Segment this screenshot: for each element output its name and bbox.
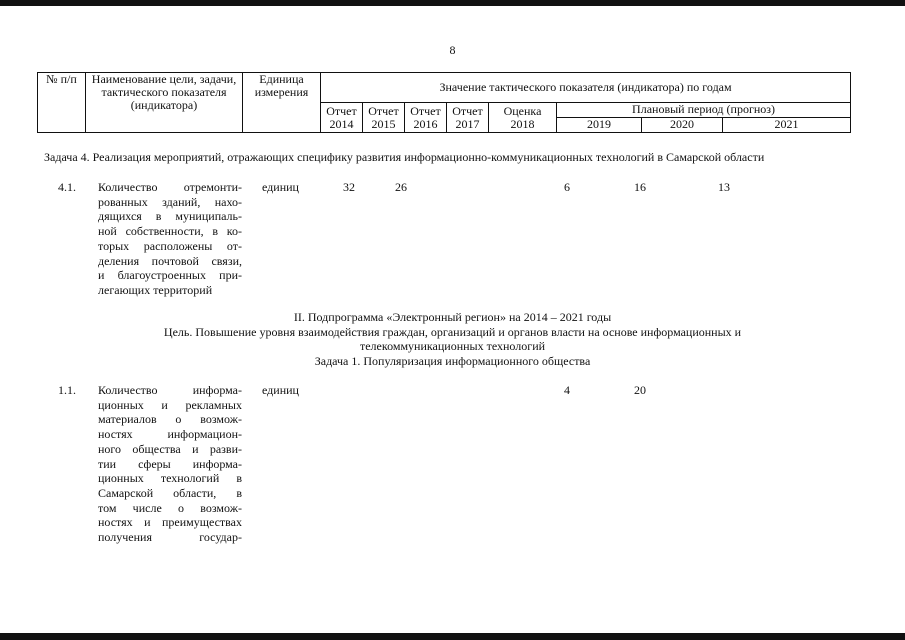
sub-2017: Отчет 2017: [447, 103, 489, 133]
row41-value-2014: 32: [343, 180, 355, 194]
page-number: 8: [449, 43, 456, 57]
task4-heading: Задача 4. Реализация мероприятий, отражающих специфику развития информационно-коммуникационных технологий в Самарской области: [44, 150, 765, 164]
row41-number: 4.1.: [58, 180, 76, 194]
header-table: [37, 72, 851, 133]
subprogram-task1: Задача 1. Популяризация информационного общества: [314, 354, 591, 368]
row11-value-2018: 4: [564, 383, 570, 397]
sub-2018: Оценка 2018: [489, 103, 557, 133]
col-values-header: Значение тактического показателя (индикатора) по годам: [321, 73, 851, 103]
row41-value-2020: 13: [718, 180, 730, 194]
row41-unit: единиц: [262, 180, 299, 194]
row41-description: Количество отремонти- рованных зданий, нахо- дящихся в муниципаль- ной собственности, в ко- торых расположены от- деления почтовой связи, и благоустроенных при- легающих территорий: [98, 180, 242, 297]
col-name-header: Наименование цели, задачи, тактического показателя (индикатора): [86, 73, 243, 133]
row11-value-2019: 20: [634, 383, 646, 397]
plan-period-header: Плановый период (прогноз): [557, 103, 851, 118]
plan-year-2020: 2020: [642, 118, 723, 133]
plan-year-2021: 2021: [723, 118, 851, 133]
col-unit-header: Единица измерения: [243, 73, 321, 133]
row41-value-2019: 16: [634, 180, 646, 194]
row11-unit: единиц: [262, 383, 299, 397]
plan-year-2019: 2019: [557, 118, 642, 133]
row41-value-2018: 6: [564, 180, 570, 194]
subprogram-goal-line1: Цель. Повышение уровня взаимодействия граждан, организаций и органов власти на основе информационных и: [163, 325, 742, 339]
sub-2014: Отчет 2014: [321, 103, 363, 133]
top-border: [0, 0, 905, 6]
sub-2016: Отчет 2016: [405, 103, 447, 133]
bottom-border: [0, 633, 905, 640]
row11-description: Количество информа- ционных и рекламных материалов о возмож- ностях информацион- ного общества и разви- тии сферы информа- ционных технологий в Самарской области, в том числе о возмож- ностях и преимуществах получения государ-: [98, 383, 242, 545]
subprogram-goal-line2: телекоммуникационных технологий: [359, 339, 546, 353]
col-num-header: № п/п: [38, 73, 86, 133]
sub-2015: Отчет 2015: [363, 103, 405, 133]
subprogram-title: II. Подпрограмма «Электронный регион» на 2014 – 2021 годы: [293, 310, 612, 324]
row11-number: 1.1.: [58, 383, 76, 397]
row41-value-2015: 26: [395, 180, 407, 194]
